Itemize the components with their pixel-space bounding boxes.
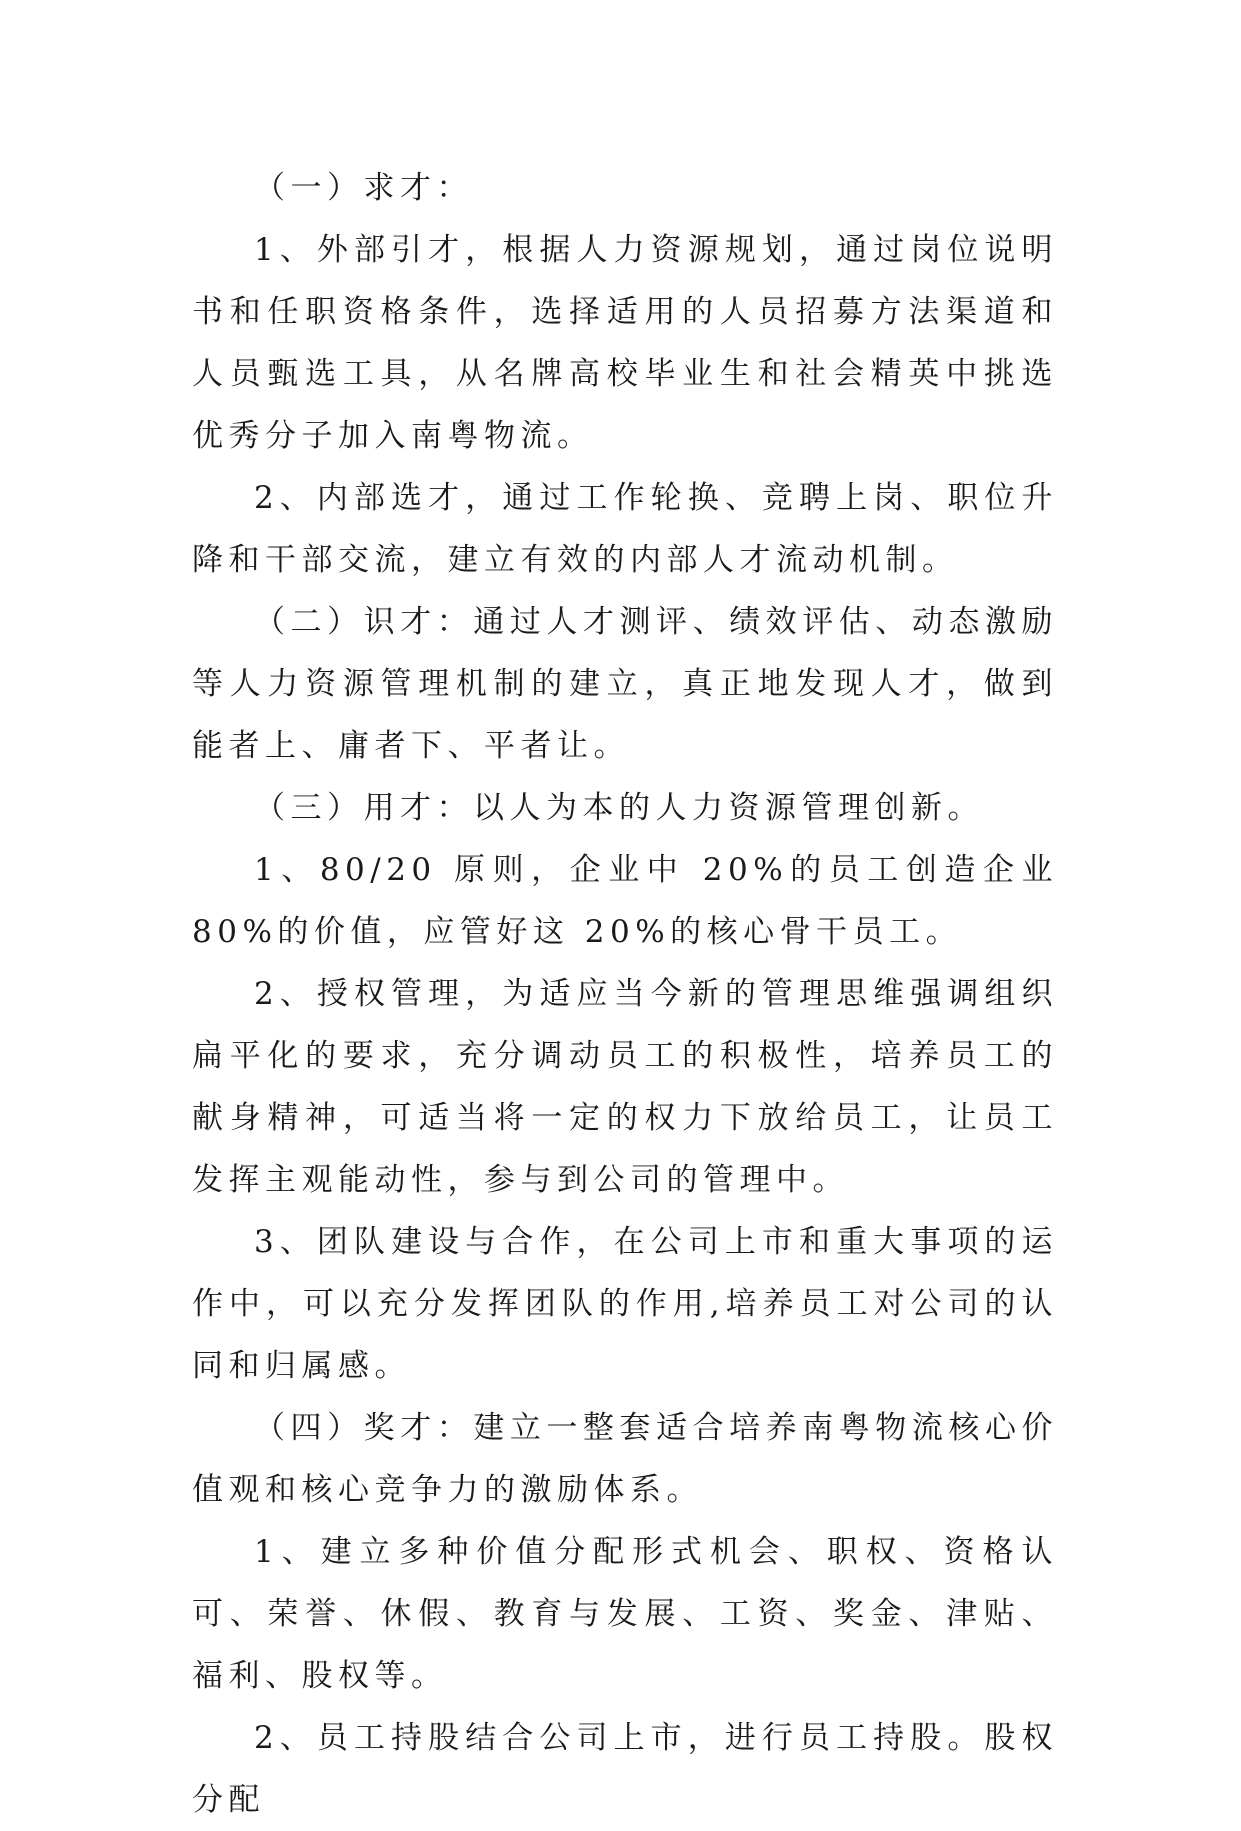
paragraph-external-recruitment: 1、外部引才，根据人力资源规划，通过岗位说明书和任职资格条件，选择适用的人员招募方法渠道和人员甄选工具，从名牌高校毕业生和社会精英中挑选优秀分子加入南粤物流。 xyxy=(192,232,1058,454)
paragraph-value-distribution: 1、建立多种价值分配形式机会、职权、资格认可、荣誉、休假、教育与发展、工资、奖金、津贴、福利、股权等。 xyxy=(192,1534,1058,1694)
section-heading-qiucai: （一）求才： xyxy=(254,170,473,206)
section-heading-shicai: （二）识才：通过人才测评、绩效评估、动态激励等人力资源管理机制的建立，真正地发现人才，做到能者上、庸者下、平者让。 xyxy=(192,604,1058,764)
paragraph-teamwork: 3、团队建设与合作，在公司上市和重大事项的运作中，可以充分发挥团队的作用,培养员工对公司的认同和归属感。 xyxy=(192,1224,1058,1384)
paragraph-80-20-principle: 1、80/20 原则，企业中 20%的员工创造企业 80%的价值，应管好这 20%的核心骨干员工。 xyxy=(192,852,1058,950)
document-body xyxy=(192,157,1058,1831)
section-heading-jiangcai: （四）奖才：建立一整套适合培养南粤物流核心价值观和核心竞争力的激励体系。 xyxy=(192,1410,1058,1508)
paragraph-internal-selection: 2、内部选才，通过工作轮换、竞聘上岗、职位升降和干部交流，建立有效的内部人才流动机制。 xyxy=(192,480,1058,578)
paragraph-employee-stock: 2、员工持股结合公司上市，进行员工持股。股权分配 xyxy=(192,1720,1058,1818)
section-heading-yongcai: （三）用才：以人为本的人力资源管理创新。 xyxy=(254,790,984,826)
paragraph-delegation: 2、授权管理，为适应当今新的管理思维强调组织扁平化的要求，充分调动员工的积极性，培养员工的献身精神，可适当将一定的权力下放给员工，让员工发挥主观能动性，参与到公司的管理中。 xyxy=(192,976,1058,1198)
